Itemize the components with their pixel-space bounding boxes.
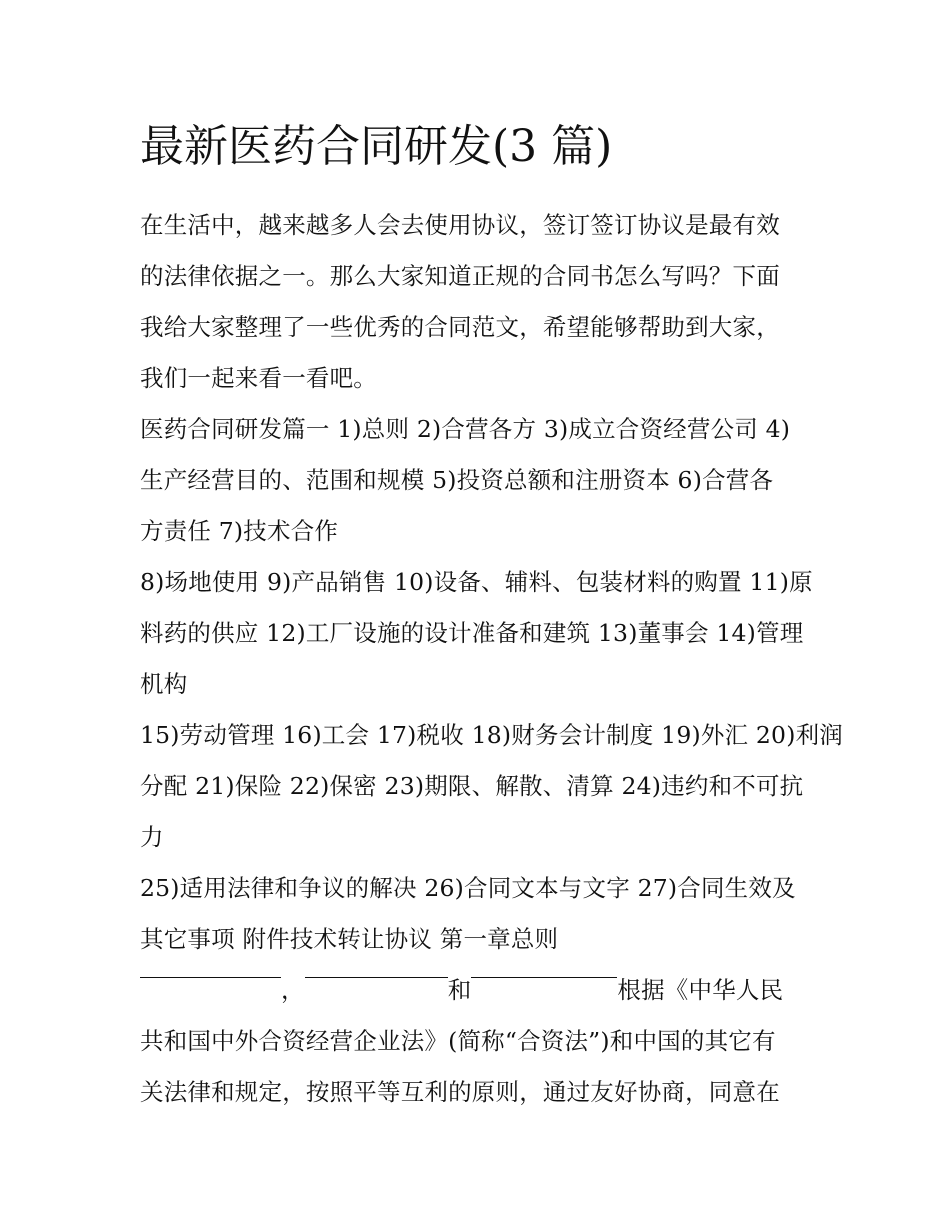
body-line: 15)劳动管理 16)工会 17)税收 18)财务会计制度 19)外汇 20)利润 xyxy=(140,721,843,749)
body-line: 我给大家整理了一些优秀的合同范文，希望能够帮助到大家， xyxy=(140,313,780,341)
body-line: 我们一起来看一看吧。 xyxy=(140,364,377,392)
body-line: 8)场地使用 9)产品销售 10)设备、辅料、包装材料的购置 11)原 xyxy=(140,568,813,596)
body-line: 在生活中，越来越多人会去使用协议，签订签订协议是最有效 xyxy=(140,211,780,239)
body-line: 力 xyxy=(140,823,164,851)
separator-and: 和 xyxy=(447,976,472,1004)
body-line: 关法律和规定，按照平等互利的原则，通过友好协商，同意在 xyxy=(140,1078,780,1106)
document-body xyxy=(140,200,843,1118)
party-blank-3[interactable] xyxy=(471,949,617,978)
body-line: 25)适用法律和争议的解决 26)合同文本与文字 27)合同生效及 xyxy=(140,874,796,902)
document-title: 最新医药合同研发(3 篇) xyxy=(140,121,613,172)
blank-line-rest: 根据《中华人民 xyxy=(617,976,784,1004)
party-blank-2[interactable] xyxy=(305,949,448,978)
party-blanks-line xyxy=(140,965,812,1016)
body-line: 的法律依据之一。那么大家知道正规的合同书怎么写吗？下面 xyxy=(140,262,780,290)
body-line: 分配 21)保险 22)保密 23)期限、解散、清算 24)违约和不可抗 xyxy=(140,772,804,800)
body-line: 医药合同研发篇一 1)总则 2)合营各方 3)成立合资经营公司 4) xyxy=(140,415,791,443)
body-line: 生产经营目的、范围和规模 5)投资总额和注册资本 6)合营各 xyxy=(140,466,774,494)
body-line: 料药的供应 12)工厂设施的设计准备和建筑 13)董事会 14)管理 xyxy=(140,619,804,647)
party-blank-1[interactable] xyxy=(140,949,281,978)
body-line: 机构 xyxy=(140,670,188,698)
body-line: 方责任 7)技术合作 xyxy=(140,517,339,545)
body-line: 共和国中外合资经营企业法》(简称“合资法”)和中国的其它有 xyxy=(140,1027,776,1055)
separator-comma: ， xyxy=(281,976,305,1004)
body-line: 其它事项 附件技术转让协议 第一章总则 xyxy=(140,925,559,953)
